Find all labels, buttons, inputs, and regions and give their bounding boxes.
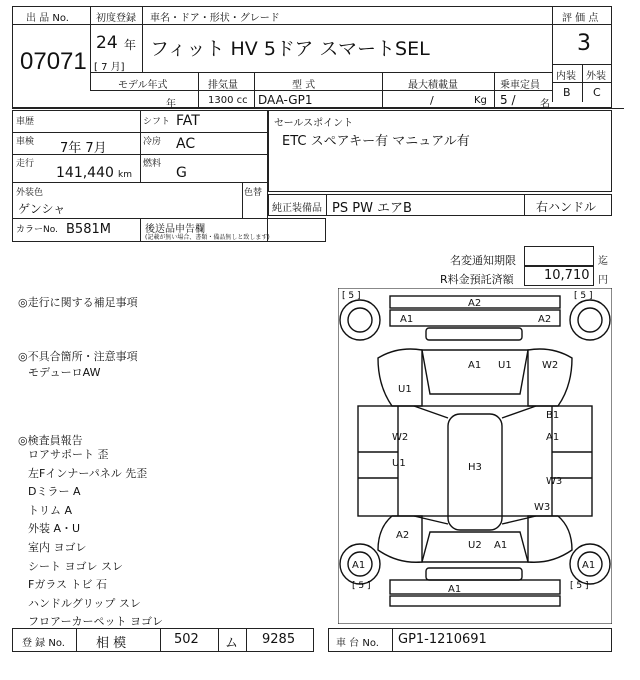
front-left-tire-label: [ 5 ] (342, 291, 361, 301)
first-reg-label: 初度登録 (96, 13, 136, 24)
color-label: 外装色 (16, 188, 44, 198)
report-item: Fガラス トビ 石 (28, 578, 107, 592)
first-reg-year: 24 (96, 33, 118, 53)
damage-mark: U2 (468, 540, 482, 551)
report-item: 室内 ヨゴレ (28, 540, 87, 554)
damage-mark: A1 (468, 360, 482, 371)
chassis-no: GP1-1210691 (398, 632, 487, 647)
sales-point-value: ETC スペアキー有 マニュアル有 (282, 134, 470, 149)
mileage-value: 141,440 (56, 165, 114, 181)
shift-value: FAT (176, 113, 200, 129)
damage-mark: B1 (546, 410, 560, 421)
damage-mark: A2 (396, 530, 410, 541)
reg-kana: ム (225, 636, 239, 651)
displacement: 1300 cc (208, 95, 248, 106)
lot-number: 07071 (20, 48, 87, 75)
damage-mark: A1 (352, 560, 366, 571)
report-item: Dミラー A (28, 485, 81, 499)
color-value: ゲンシャ (18, 202, 66, 216)
repaint-label: 色替 (244, 188, 263, 198)
interior-grade-label: 内装 (556, 71, 576, 82)
capacity-unit: 名 (540, 99, 550, 110)
report-item: シート ヨゴレ スレ (28, 559, 123, 573)
recycle-unit: 円 (598, 275, 608, 286)
first-reg-year-unit: 年 (124, 38, 137, 52)
transfer-box (524, 246, 594, 266)
damage-mark: A1 (494, 540, 508, 551)
displacement-label: 排気量 (208, 80, 238, 91)
report-item: 外装 A・U (28, 522, 81, 536)
supplement-title: ◎走行に関する補足事項 (18, 296, 138, 309)
damage-mark: U1 (398, 384, 412, 395)
damage-mark: W3 (534, 502, 551, 513)
first-reg-month: [ 7 月] (94, 62, 125, 73)
recycle-label: R料金預託済額 (440, 273, 514, 286)
report-title: ◎検査員報告 (18, 434, 83, 447)
capacity-value: 5 / (500, 93, 516, 107)
damage-mark: A1 (582, 560, 596, 571)
fuel-label: 燃料 (143, 159, 162, 169)
model-year-unit: 年 (166, 99, 176, 110)
damage-mark: A1 (400, 314, 414, 325)
defect-item: モデューロAW (28, 366, 101, 379)
inspection-label: 車検 (16, 137, 35, 147)
damage-mark: H3 (468, 462, 482, 473)
report-list (28, 446, 163, 632)
sales-point-label: セールスポイント (274, 118, 354, 129)
type-code: DAA-GP1 (258, 93, 313, 107)
report-item: トリム A (28, 503, 73, 517)
recycle-value: 10,710 (544, 268, 590, 283)
equipment-label: 純正装備品 (272, 203, 322, 214)
exterior-grade-label: 外装 (586, 71, 606, 82)
damage-mark: W2 (392, 432, 409, 443)
handle-value: 右ハンドル (536, 200, 597, 214)
color-no-value: B581M (66, 222, 111, 237)
capacity-label: 乗車定員 (500, 80, 540, 91)
transfer-unit: 迄 (598, 256, 608, 267)
ac-label: 冷房 (143, 137, 162, 147)
fuel-value: G (176, 165, 187, 181)
damage-mark: A2 (468, 298, 482, 309)
max-load-unit: Kg (474, 95, 487, 106)
car-damage-diagram (338, 288, 612, 624)
ac-value: AC (176, 136, 196, 152)
report-item: ハンドルグリップ スレ (28, 596, 141, 610)
reg-number: 9285 (262, 632, 296, 647)
car-name: フィット HV 5ドア スマートSEL (150, 38, 430, 60)
car-name-label: 車名・ドア・形状・グレード (150, 13, 280, 24)
max-load: / (430, 94, 434, 107)
damage-mark: A1 (448, 584, 462, 595)
interior-grade: B (563, 86, 571, 99)
report-item: ロアサポート 歪 (28, 448, 109, 461)
transfer-label: 名変通知期限 (450, 254, 516, 267)
rear-right-tire-label: [ 5 ] (570, 581, 589, 591)
report-item: 左Fインナーパネル 先歪 (28, 466, 148, 480)
rating-label: 評 価 点 (562, 13, 599, 24)
damage-mark: A2 (538, 314, 552, 325)
shift-label: シフト (143, 117, 171, 127)
inspection-value: 7年 7月 (60, 141, 107, 156)
front-right-tire-label: [ 5 ] (574, 291, 593, 301)
mileage-unit: km (118, 170, 132, 180)
post-docs-note: (記載が無い場合、書類・備品無しと致します) (145, 234, 270, 241)
type-label: 型 式 (292, 80, 316, 91)
damage-mark: A1 (546, 432, 560, 443)
rear-left-tire-label: [ 5 ] (352, 581, 371, 591)
defects-title: ◎不具合箇所・注意事項 (18, 350, 138, 363)
reg-no-label: 登 録 No. (22, 638, 65, 649)
reg-region: 相 模 (96, 636, 127, 651)
chassis-no-label: 車 台 No. (336, 638, 379, 649)
mileage-label: 走行 (16, 159, 35, 169)
post-docs-label: 後送品申告欄 (145, 224, 205, 235)
report-item: フロアーカーペット ヨゴレ (28, 615, 163, 629)
history-label: 車歴 (16, 117, 35, 127)
damage-mark: W3 (546, 476, 563, 487)
exterior-grade: C (593, 86, 601, 99)
color-no-label: カラーNo. (16, 225, 58, 235)
damage-mark: W2 (542, 360, 559, 371)
equipment-value: PS PW エアB (332, 201, 412, 216)
rating-value: 3 (577, 31, 591, 56)
reg-class: 502 (174, 632, 199, 647)
lot-number-label: 出 品 No. (26, 13, 69, 24)
max-load-label: 最大積載量 (408, 80, 458, 91)
damage-mark: U1 (498, 360, 512, 371)
damage-mark: U1 (392, 458, 406, 469)
model-year-label: モデル年式 (118, 80, 168, 91)
